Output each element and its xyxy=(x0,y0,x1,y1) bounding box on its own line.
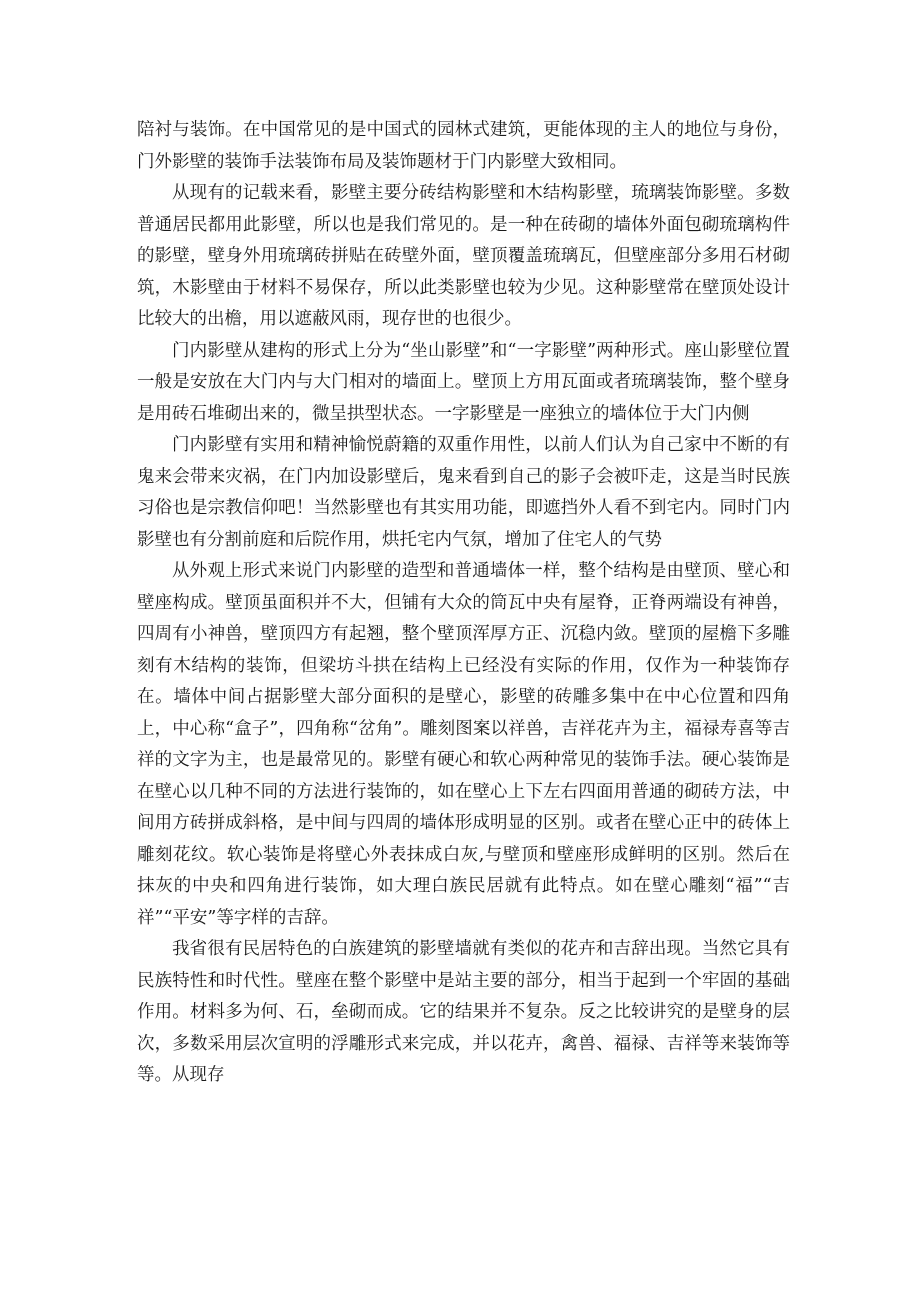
paragraph-6-bai-architecture: 我省很有民居特色的白族建筑的影壁墙就有类似的花卉和吉辞出现。当然它具有民族特性和时代性。壁座在整个影壁中是站主要的部分，相当于起到一个牢固的基础作用。材料多为何、石，垒砌而成。它的结果并不复杂。反之比较讲究的是壁身的层次，多数采用层次宣明的浮雕形式来完成，并以花卉，禽兽、福禄、吉祥等来装饰等等。从现存 xyxy=(137,939,790,1085)
paragraph-2-wall-structures: 从现有的记载来看，影壁主要分砖结构影壁和木结构影壁，琉璃装饰影壁。多数普通居民都用此影壁，所以也是我们常见的。是一种在砖砌的墙体外面包砌琉璃构件的影壁，壁身外用琉璃砖拼贴在砖壁外面，壁顶覆盖琉璃瓦，但壁座部分多用石材砌筑，木影壁由于材料不易保存，所以此类影壁也较为少见。这种影壁常在壁顶处设计比较大的出檐，用以遮蔽风雨，现存世的也很少。 xyxy=(137,183,790,329)
paragraph-4-inner-screen-functions: 门内影壁有实用和精神愉悦蔚籍的双重作用性，以前人们认为自己家中不断的有鬼来会带来灾祸，在门内加设影壁后，鬼来看到自己的影子会被吓走，这是当时民族习俗也是宗教信仰吧！当然影壁也有其实用功能，即遮挡外人看不到宅内。同时门内影壁也有分割前庭和后院作用，烘托宅内气氛，增加了住宅人的气势 xyxy=(137,435,790,550)
paragraph-3-inner-screen-forms: 门内影壁从建构的形式上分为“坐山影壁”和“一字影壁”两种形式。座山影壁位置一般是安放在大门内与大门相对的墙面上。壁顶上方用瓦面或者琉璃装饰，整个壁身是用砖石堆砌出来的，微呈拱型状态。一字影壁是一座独立的墙体位于大门内侧 xyxy=(137,340,790,424)
paragraph-1-continuation: 陪衬与装饰。在中国常见的是中国式的园林式建筑，更能体现的主人的地位与身份，门外影壁的装饰手法装饰布局及装饰题材于门内影壁大致相同。 xyxy=(137,120,790,172)
document-body xyxy=(137,115,790,1092)
paragraph-5-exterior-form: 从外观上形式来说门内影壁的造型和普通墙体一样，整个结构是由壁顶、壁心和壁座构成。壁顶虽面积并不大，但铺有大众的筒瓦中央有屋脊，正脊两端设有神兽，四周有小神兽，壁顶四方有起翘，整个壁顶浑厚方正、沉稳内敛。壁顶的屋檐下多雕刻有木结构的装饰，但梁坊斗拱在结构上已经没有实际的作用，仅作为一种装饰存在。墙体中间占据影壁大部分面积的是壁心，影壁的砖雕多集中在中心位置和四角上，中心称“盒子”，四角称“岔角”。雕刻图案以祥兽，吉祥花卉为主，福禄寿喜等吉祥的文字为主，也是最常见的。影壁有硬心和软心两种常见的装饰手法。硬心装饰是在壁心以几种不同的方法进行装饰的，如在壁心上下左右四面用普通的砌砖方法，中间用方砖拼成斜格，是中间与四周的墙体形成明显的区别。或者在壁心正中的砖体上雕刻花纹。软心装饰是将壁心外表抹成白灰,与壁顶和壁座形成鲜明的区别。然后在抹灰的中央和四角进行装饰，如大理白族民居就有此特点。如在壁心雕刻“福”“吉祥”“平安”等字样的吉辞。 xyxy=(137,561,790,928)
